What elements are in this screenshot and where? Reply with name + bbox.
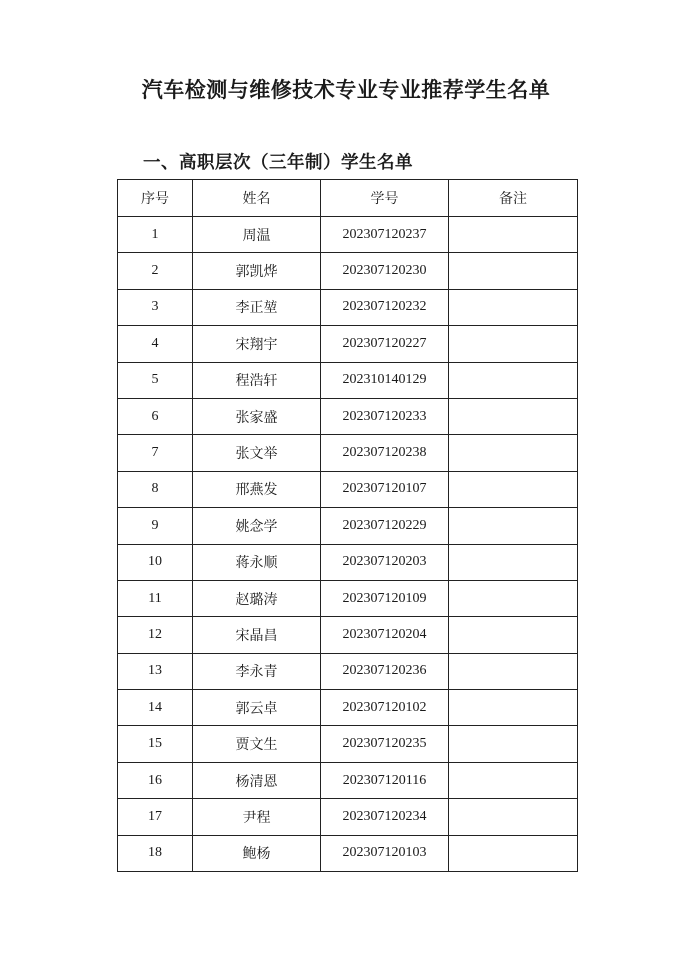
cell-remark: [449, 471, 578, 507]
cell-no: 18: [118, 835, 193, 871]
cell-remark: [449, 617, 578, 653]
cell-remark: [449, 362, 578, 398]
cell-student-id: 202307120237: [321, 217, 449, 253]
cell-remark: [449, 253, 578, 289]
table-header-row: [118, 180, 578, 217]
cell-student-id: 202307120203: [321, 544, 449, 580]
cell-no: 15: [118, 726, 193, 762]
cell-no: 8: [118, 471, 193, 507]
cell-name: 姚念学: [193, 508, 321, 544]
table-row: [118, 835, 578, 871]
table-row: [118, 544, 578, 580]
cell-student-id: 202307120233: [321, 398, 449, 434]
table-row: [118, 362, 578, 398]
cell-no: 7: [118, 435, 193, 471]
cell-no: 2: [118, 253, 193, 289]
cell-student-id: 202307120204: [321, 617, 449, 653]
cell-no: 6: [118, 398, 193, 434]
cell-no: 13: [118, 653, 193, 689]
cell-name: 贾文生: [193, 726, 321, 762]
cell-student-id: 202307120236: [321, 653, 449, 689]
cell-name: 李永青: [193, 653, 321, 689]
cell-remark: [449, 690, 578, 726]
table-body: [118, 217, 578, 872]
cell-name: 周温: [193, 217, 321, 253]
cell-student-id: 202307120230: [321, 253, 449, 289]
header-name: 姓名: [193, 180, 321, 217]
table-row: [118, 253, 578, 289]
cell-no: 9: [118, 508, 193, 544]
cell-no: 10: [118, 544, 193, 580]
header-no: 序号: [118, 180, 193, 217]
cell-remark: [449, 653, 578, 689]
cell-student-id: 202307120235: [321, 726, 449, 762]
cell-remark: [449, 435, 578, 471]
table-row: [118, 690, 578, 726]
cell-student-id: 202310140129: [321, 362, 449, 398]
student-roster-table: [117, 179, 578, 872]
cell-remark: [449, 580, 578, 616]
table-row: [118, 289, 578, 325]
cell-remark: [449, 544, 578, 580]
header-remark: 备注: [449, 180, 578, 217]
cell-student-id: 202307120116: [321, 762, 449, 798]
cell-name: 杨清恩: [193, 762, 321, 798]
cell-name: 张文举: [193, 435, 321, 471]
cell-remark: [449, 398, 578, 434]
cell-student-id: 202307120102: [321, 690, 449, 726]
cell-name: 李正堃: [193, 289, 321, 325]
cell-no: 14: [118, 690, 193, 726]
cell-remark: [449, 326, 578, 362]
cell-student-id: 202307120234: [321, 799, 449, 835]
cell-name: 程浩轩: [193, 362, 321, 398]
cell-student-id: 202307120238: [321, 435, 449, 471]
cell-remark: [449, 217, 578, 253]
table-row: [118, 653, 578, 689]
cell-remark: [449, 726, 578, 762]
table-header: [118, 180, 578, 217]
document-title: 汽车检测与维修技术专业专业推荐学生名单: [141, 78, 551, 102]
header-student-id: 学号: [321, 180, 449, 217]
cell-student-id: 202307120227: [321, 326, 449, 362]
cell-student-id: 202307120109: [321, 580, 449, 616]
cell-name: 宋晶昌: [193, 617, 321, 653]
cell-name: 蒋永顺: [193, 544, 321, 580]
cell-no: 4: [118, 326, 193, 362]
cell-no: 5: [118, 362, 193, 398]
cell-student-id: 202307120229: [321, 508, 449, 544]
table-row: [118, 326, 578, 362]
table-row: [118, 580, 578, 616]
cell-remark: [449, 762, 578, 798]
cell-no: 17: [118, 799, 193, 835]
cell-remark: [449, 835, 578, 871]
cell-student-id: 202307120107: [321, 471, 449, 507]
cell-remark: [449, 799, 578, 835]
cell-student-id: 202307120232: [321, 289, 449, 325]
cell-student-id: 202307120103: [321, 835, 449, 871]
table-row: [118, 398, 578, 434]
section-heading: 一、高职层次（三年制）学生名单: [143, 153, 413, 173]
cell-no: 3: [118, 289, 193, 325]
cell-no: 11: [118, 580, 193, 616]
table-row: [118, 217, 578, 253]
table-row: [118, 617, 578, 653]
table-row: [118, 726, 578, 762]
cell-name: 邢燕发: [193, 471, 321, 507]
cell-name: 郭凯烨: [193, 253, 321, 289]
cell-name: 宋翔宇: [193, 326, 321, 362]
cell-no: 1: [118, 217, 193, 253]
cell-remark: [449, 289, 578, 325]
cell-no: 16: [118, 762, 193, 798]
table-row: [118, 762, 578, 798]
cell-name: 鲍杨: [193, 835, 321, 871]
table-row: [118, 508, 578, 544]
table-row: [118, 435, 578, 471]
table-row: [118, 799, 578, 835]
table-row: [118, 471, 578, 507]
cell-name: 张家盛: [193, 398, 321, 434]
cell-remark: [449, 508, 578, 544]
cell-name: 郭云卓: [193, 690, 321, 726]
cell-name: 赵璐涛: [193, 580, 321, 616]
cell-name: 尹程: [193, 799, 321, 835]
cell-no: 12: [118, 617, 193, 653]
